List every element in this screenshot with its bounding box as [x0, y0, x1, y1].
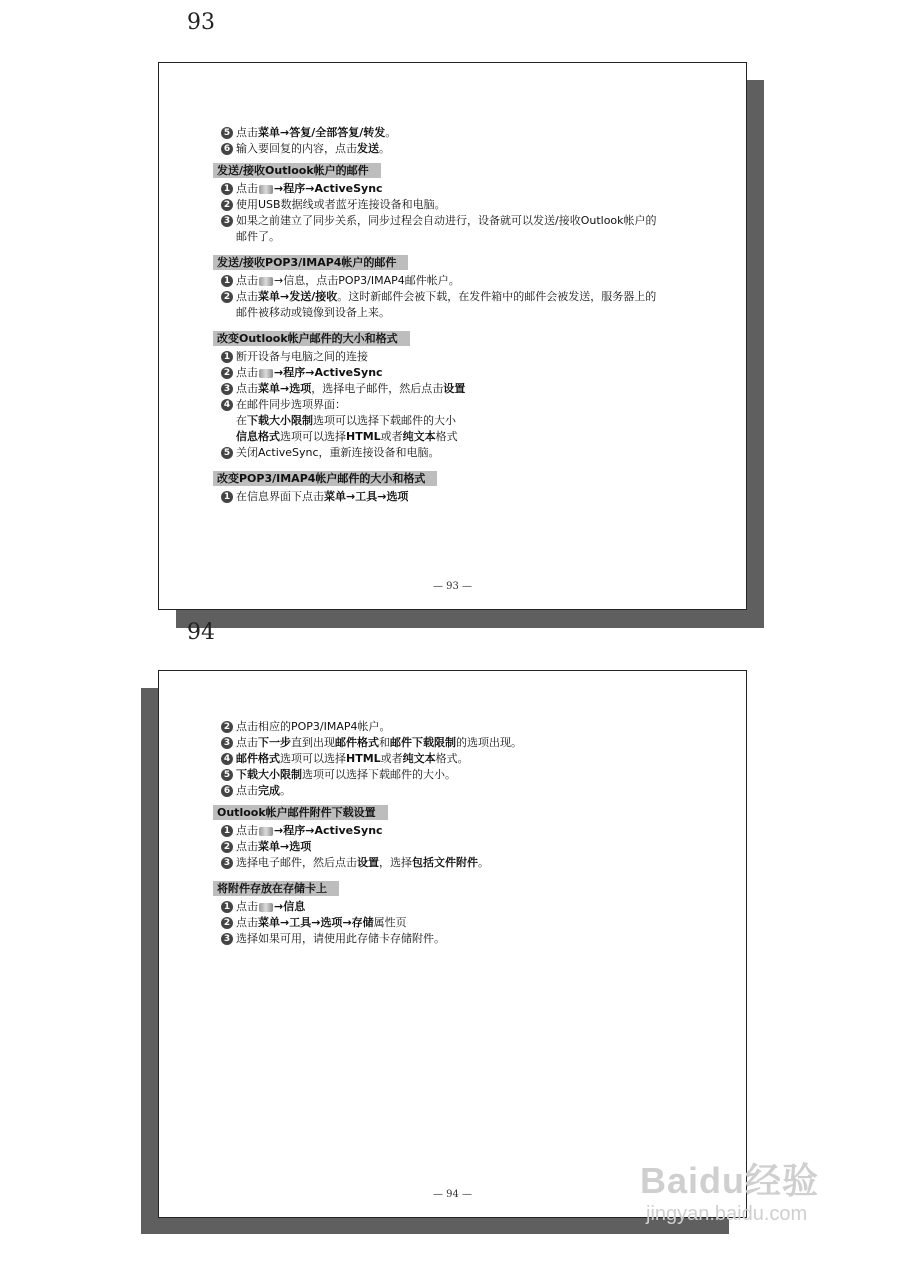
text-run: 。: [478, 856, 489, 869]
bold-term: 菜单: [324, 490, 346, 503]
bold-term: 选项: [320, 916, 343, 929]
section: [217, 799, 721, 871]
arrow-symbol: →: [280, 126, 290, 139]
text-run: 。: [379, 142, 390, 155]
list-item: [221, 751, 721, 767]
page-93-footer: — 93 —: [432, 581, 473, 592]
list-item: [221, 735, 721, 751]
bold-term: 信息: [283, 900, 306, 913]
step-number-badge: 6: [221, 785, 233, 797]
step-number-badge: 2: [221, 291, 233, 303]
continuation-line: [221, 305, 721, 321]
text-run: 点击相应的POP3/IMAP4帐户。: [236, 720, 391, 733]
text-run: 格式: [435, 430, 458, 443]
list-item: [221, 931, 721, 947]
step-number-badge: 2: [221, 721, 233, 733]
arrow-symbol: →: [346, 490, 356, 503]
item-text: [236, 273, 460, 289]
bold-term: 选项: [289, 382, 312, 395]
continuation-line: [221, 429, 721, 445]
text-run: 选项可以选择: [280, 752, 346, 765]
item-text: [236, 141, 390, 157]
item-text: [236, 767, 456, 783]
bold-term: 菜单: [258, 916, 280, 929]
text-run: 点击: [236, 736, 258, 749]
step-number-badge: 2: [221, 367, 233, 379]
list-item: [221, 855, 721, 871]
section: [217, 245, 721, 321]
item-text: [236, 751, 469, 767]
text-run: 选择电子邮件，然后点击: [236, 856, 357, 869]
watermark-url: jingyan.baidu.com: [646, 1203, 808, 1225]
item-text: [236, 719, 391, 735]
step-number-badge: 1: [221, 825, 233, 837]
section-heading: 将附件存放在存储卡上: [213, 881, 339, 896]
text-run: 点击: [236, 126, 258, 139]
text-run: 使用USB数据线或者蓝牙连接设备和电脑。: [236, 198, 446, 211]
continuation-line: [221, 229, 721, 245]
text-run: 点击: [236, 274, 258, 287]
list-item: [221, 141, 721, 157]
text-run: 选项可以选择: [280, 430, 346, 443]
list-item: [221, 489, 721, 505]
page-93: [158, 62, 747, 610]
text-run: 点击: [236, 840, 258, 853]
text-run: 在邮件同步选项界面：: [236, 398, 346, 411]
step-number-badge: 5: [221, 127, 233, 139]
text-run: 格式。: [435, 752, 469, 765]
bold-term: 答复/全部答复/转发: [289, 126, 386, 139]
list-item: [221, 899, 721, 915]
list-item: [221, 839, 721, 855]
start-icon: [259, 277, 273, 286]
item-text: [236, 229, 280, 245]
list-item: [221, 767, 721, 783]
list-item: [221, 397, 721, 413]
bold-term: 工具: [355, 490, 378, 503]
list-item: [221, 823, 721, 839]
bold-term: 发送/接收: [289, 290, 338, 303]
list-item: [221, 181, 721, 197]
bold-term: 设置: [357, 856, 379, 869]
list-item: [221, 783, 721, 799]
step-number-badge: 6: [221, 143, 233, 155]
step-number-badge: 3: [221, 857, 233, 869]
bold-term: ActiveSync: [314, 366, 383, 379]
bold-term: 发送: [357, 142, 379, 155]
section-heading: 改变POP3/IMAP4帐户邮件的大小和格式: [213, 471, 437, 486]
list-item: [221, 381, 721, 397]
item-text: [236, 413, 456, 429]
page-94-footer: — 94 —: [432, 1189, 473, 1200]
bold-term: 程序: [283, 366, 306, 379]
arrow-symbol: →: [274, 824, 284, 837]
text-run: 点击: [236, 784, 258, 797]
item-text: [236, 197, 446, 213]
text-run: 属性页: [373, 916, 407, 929]
item-text: [236, 839, 311, 855]
text-run: 邮件被移动或镜像到设备上来。: [236, 306, 390, 319]
baidu-watermark: [640, 1160, 819, 1226]
bold-term: 纯文本: [402, 752, 436, 765]
step-number-badge: 1: [221, 901, 233, 913]
step-number-badge: 1: [221, 491, 233, 503]
arrow-symbol: →: [377, 490, 387, 503]
arrow-symbol: →: [342, 916, 352, 929]
list-item: [221, 915, 721, 931]
step-number-badge: 2: [221, 199, 233, 211]
text-run: 断开设备与电脑之间的连接: [236, 350, 368, 363]
item-text: [236, 305, 390, 321]
arrow-symbol: →: [280, 382, 290, 395]
step-number-badge: 1: [221, 351, 233, 363]
bold-term: 包括文件附件: [412, 856, 478, 869]
text-run: 。这时新邮件会被下载，在发件箱中的邮件会被发送，服务器上的: [337, 290, 657, 303]
section-heading: 改变Outlook帐户邮件的大小和格式: [213, 331, 410, 346]
bold-term: 选项: [386, 490, 409, 503]
item-text: [236, 213, 657, 229]
step-number-badge: 2: [221, 841, 233, 853]
bold-term: 菜单: [258, 290, 280, 303]
text-run: 选项可以选择下载邮件的大小。: [302, 768, 456, 781]
text-run: ，选择电子邮件，然后点击: [311, 382, 444, 395]
step-number-badge: 4: [221, 399, 233, 411]
arrow-symbol: →: [280, 290, 290, 303]
item-text: [236, 445, 440, 461]
text-run: 或者: [380, 430, 403, 443]
list-item: [221, 289, 721, 305]
page-number-94-large: 94: [187, 620, 215, 645]
text-run: 选择如果可用，请使用此存储卡存储附件。: [236, 932, 445, 945]
bold-term: 信息格式: [236, 430, 280, 443]
start-icon: [259, 369, 273, 378]
item-text: [236, 855, 489, 871]
section-heading: 发送/接收POP3/IMAP4帐户的邮件: [213, 255, 408, 270]
arrow-symbol: →: [274, 366, 284, 379]
arrow-symbol: →: [305, 182, 315, 195]
arrow-symbol: →: [305, 366, 315, 379]
bold-term: 菜单: [258, 382, 280, 395]
text-run: 如果之前建立了同步关系，同步过程会自动进行，设备就可以发送/接收Outlook帐户的: [236, 214, 657, 227]
arrow-symbol: →: [280, 916, 290, 929]
step-number-badge: 2: [221, 917, 233, 929]
step-number-badge: 1: [221, 275, 233, 287]
page-94: [158, 670, 747, 1218]
section: [217, 157, 721, 245]
watermark-brand: Baidu经验: [640, 1160, 820, 1201]
text-run: 。: [280, 784, 291, 797]
section: [217, 461, 721, 505]
bold-term: 设置: [443, 382, 466, 395]
section-heading: Outlook帐户邮件附件下载设置: [213, 805, 388, 820]
item-text: [236, 125, 396, 141]
item-text: [236, 381, 465, 397]
arrow-symbol: →: [305, 824, 315, 837]
page-93-content: [217, 125, 721, 505]
text-run: 直到出现: [291, 736, 335, 749]
text-run: 在信息界面下点击: [236, 490, 324, 503]
text-run: 关闭ActiveSync，重新连接设备和电脑。: [236, 446, 440, 459]
bold-term: 下一步: [258, 736, 291, 749]
item-text: [236, 735, 522, 751]
bold-term: 选项: [289, 840, 312, 853]
item-text: [236, 181, 383, 197]
bold-term: 程序: [283, 182, 306, 195]
item-text: [236, 349, 368, 365]
bold-term: 菜单: [258, 126, 280, 139]
step-number-badge: 5: [221, 769, 233, 781]
bold-term: 下载大小限制: [247, 414, 313, 427]
item-text: [236, 489, 408, 505]
step-number-badge: 3: [221, 737, 233, 749]
text-run: 或者: [380, 752, 403, 765]
text-run: 和: [379, 736, 390, 749]
text-run: →信息，点击POP3/IMAP4邮件帐户。: [274, 274, 460, 287]
bold-term: HTML: [346, 752, 381, 765]
item-text: [236, 931, 445, 947]
step-number-badge: 1: [221, 183, 233, 195]
item-text: [236, 397, 346, 413]
arrow-symbol: →: [311, 916, 321, 929]
bold-term: 下载大小限制: [236, 768, 302, 781]
item-text: [236, 783, 291, 799]
text-run: 在: [236, 414, 247, 427]
item-text: [236, 289, 656, 305]
bold-term: ActiveSync: [314, 182, 383, 195]
text-run: 。: [385, 126, 397, 139]
bold-term: 菜单: [258, 840, 280, 853]
bold-term: 纯文本: [402, 430, 436, 443]
list-item: [221, 125, 721, 141]
arrow-symbol: →: [274, 900, 284, 913]
list-item: [221, 197, 721, 213]
bold-term: 完成: [258, 784, 280, 797]
page-94-content: [217, 719, 721, 947]
bold-term: 邮件下载限制: [390, 736, 456, 749]
arrow-symbol: →: [280, 840, 290, 853]
item-text: [236, 365, 383, 381]
bold-term: 程序: [283, 824, 306, 837]
bold-term: 存储: [351, 916, 374, 929]
bold-term: 邮件格式: [236, 752, 280, 765]
bold-term: HTML: [346, 430, 381, 443]
list-item: [221, 365, 721, 381]
text-run: 邮件了。: [236, 230, 280, 243]
text-run: 点击: [236, 366, 258, 379]
text-run: 点击: [236, 290, 258, 303]
bold-term: 工具: [289, 916, 312, 929]
start-icon: [259, 903, 273, 912]
list-item: [221, 719, 721, 735]
item-text: [236, 429, 458, 445]
text-run: 点击: [236, 824, 258, 837]
section: [217, 321, 721, 461]
start-icon: [259, 185, 273, 194]
text-run: 的选项出现。: [456, 736, 522, 749]
text-run: ，选择: [379, 856, 412, 869]
step-number-badge: 3: [221, 383, 233, 395]
list-item: [221, 349, 721, 365]
arrow-symbol: →: [274, 182, 284, 195]
bold-term: ActiveSync: [314, 824, 383, 837]
list-item: [221, 445, 721, 461]
text-run: 点击: [236, 382, 258, 395]
item-text: [236, 823, 383, 839]
item-text: [236, 899, 305, 915]
step-number-badge: 5: [221, 447, 233, 459]
page-number-93-large: 93: [187, 10, 215, 35]
text-run: 点击: [236, 916, 258, 929]
list-item: [221, 213, 721, 229]
continuation-line: [221, 413, 721, 429]
text-run: 点击: [236, 900, 258, 913]
step-number-badge: 3: [221, 933, 233, 945]
step-number-badge: 3: [221, 215, 233, 227]
step-number-badge: 4: [221, 753, 233, 765]
list-item: [221, 273, 721, 289]
start-icon: [259, 827, 273, 836]
text-run: 输入要回复的内容，点击: [236, 142, 357, 155]
text-run: 选项可以选择下载邮件的大小: [313, 414, 456, 427]
section-heading: 发送/接收Outlook帐户的邮件: [213, 163, 381, 178]
bold-term: 邮件格式: [335, 736, 379, 749]
text-run: 点击: [236, 182, 258, 195]
section: [217, 871, 721, 947]
item-text: [236, 915, 407, 931]
